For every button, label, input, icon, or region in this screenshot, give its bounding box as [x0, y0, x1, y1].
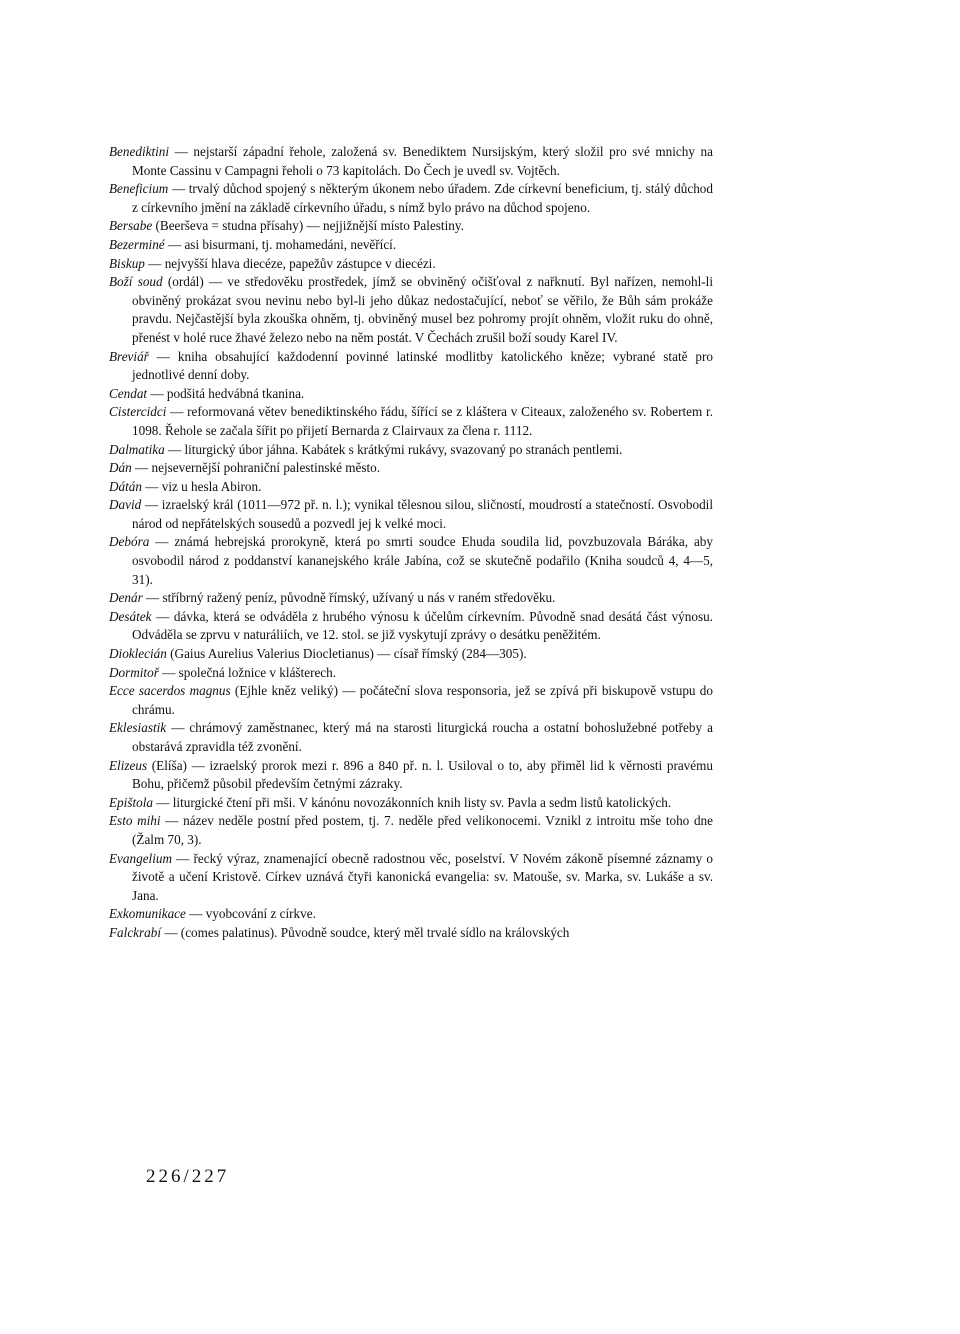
entry-term: Breviář [109, 348, 149, 364]
entry-text: (Ejhle kněz veliký) — počáteční slova responsoria, jež se zpívá při biskupově vstupu do chrámu. [132, 683, 713, 717]
glossary-entry [109, 273, 713, 347]
glossary-entry [109, 608, 713, 645]
entry-term: Boží soud [109, 274, 163, 290]
entry-text: — název neděle postní před postem, tj. 7. neděle před velikonocemi. Vznikl z introitu mše toho dne (Žalm 70, 3). [132, 813, 713, 847]
glossary-entry [109, 478, 713, 497]
glossary-entry [109, 794, 713, 813]
entry-text: — řecký výraz, znamenající obecně radostnou věc, poselství. V Novém zákoně písemné záznamy o životě a učení Kristově. Církev uznává čtyři kanonická evangelia: sv. Matouše, sv. Marka, sv. Lukáše a sv. Jana. [132, 850, 713, 903]
entry-term: Biskup [109, 255, 145, 271]
glossary-entry [109, 850, 713, 906]
entry-text: — trvalý důchod spojený s některým úkonem nebo úřadem. Zde církevní beneficium, tj. stálý důchod z církevního jmění na základě církevního úřadu, s nímž bylo právo na důchod spojeno. [132, 181, 713, 215]
entry-text: — liturgický úbor jáhna. Kabátek s krátkými rukávy, svazovaný po stranách pentlemi. [164, 441, 623, 457]
glossary-page [109, 143, 713, 943]
glossary-entry [109, 812, 713, 849]
entry-text: — nejsevernější pohraniční palestinské město. [131, 460, 381, 476]
entry-text: (ordál) — ve středověku prostředek, jímž se obviněný očišťoval z nařknutí. Byl nařízen, nemohl-li obviněný prokázat svou nevinu nebo byl-li jeho důkaz nedostačující, neboť se věřilo, že Bůh sám prokáže pravdu. Nejčastější byla zkouška ohněm, tj. obviněný musel bez pohromy projít ohněm, vložit ruku do ohně, přenést v holé ruce žhavé železo nebo na něm postát. V Čechách zrušil boží soudy Karel IV. [132, 274, 713, 345]
entry-text: (Elíša) — izraelský prorok mezi r. 896 a 840 př. n. l. Usiloval o to, aby přiměl lid k věrnosti pravému Bohu, přičemž působil především četnými zázraky. [132, 757, 713, 792]
entry-text: (Beerševa = studna přísahy) — nejjižnější místo Palestiny. [152, 218, 464, 234]
glossary-entry [109, 664, 713, 683]
glossary-entry [109, 441, 713, 460]
entry-term: Dán [109, 460, 132, 476]
entry-term: Ecce sacerdos magnus [109, 683, 231, 699]
entry-text: — reformovaná větev benediktinského řádu, šířící se z kláštera v Citeaux, založeného sv. Robertem r. 1098. Řehole se začala šířit po přijetí Bernarda z Clairvaux za člena r. 1112. [132, 404, 713, 438]
entry-text: — podšitá hedvábná tkanina. [147, 385, 305, 401]
glossary-entry [109, 180, 713, 217]
entry-text: — liturgické čtení při mši. V kánónu novozákonních knih listy sv. Pavla a sedm listů katolických. [152, 794, 672, 810]
entry-term: Exkomunikace [109, 906, 186, 922]
entry-text: — asi bisurmani, tj. mohamedáni, nevěřící. [164, 236, 397, 252]
entry-text: — známá hebrejská prorokyně, která po smrti soudce Ehuda soudila lid, povzbuzovala Báráka, aby osvobodil národ z poddanství kananejského krále Jabína, což se skutečně podařilo (Kniha soudců 4, 4—5, 31). [132, 534, 713, 587]
entry-text: — nejvyšší hlava diecéze, papežův zástupce v diecézi. [144, 255, 436, 271]
entry-term: Bezerminé [109, 236, 165, 252]
entry-term: Cistercidci [109, 404, 167, 420]
entry-term: Bersabe [109, 218, 153, 234]
glossary-entry [109, 348, 713, 385]
glossary-entry [109, 143, 713, 180]
glossary-entry [109, 589, 713, 608]
glossary-entry [109, 719, 713, 756]
entry-term: Beneficium [109, 181, 169, 197]
glossary-entry [109, 236, 713, 255]
entry-term: Debóra [109, 534, 150, 550]
glossary-entry [109, 924, 713, 943]
entry-term: Benediktini [109, 144, 170, 159]
entry-term: Evangelium [109, 850, 172, 866]
entry-term: Elizeus [109, 757, 148, 773]
entry-term: Dormitoř [109, 664, 159, 680]
entry-term: Desátek [109, 608, 152, 624]
glossary-entry [109, 645, 713, 664]
glossary-entry [109, 255, 713, 274]
entry-term: Dioklecián [109, 646, 167, 662]
entry-text: — chrámový zaměstnanec, který má na starosti liturgická roucha a ostatní bohoslužebné potřeby a obstarává zpravidla též zvonění. [132, 720, 713, 754]
entry-term: Dalmatika [109, 441, 165, 457]
entry-text: — izraelský král (1011—972 př. n. l.); vynikal tělesnou silou, sličností, moudrostí a statečností. Osvobodil národ od nepřátelských sousedů a pozvedl jej k velké moci. [132, 497, 713, 531]
entry-term: Esto mihi [109, 813, 161, 829]
entry-text: — nejstarší západní řehole, založená sv. Benediktem Nursijským, který složil pro své mnichy na Monte Cassinu v Campagni řeholi o 73 kapitolách. Do Čech je uvedl sv. Vojtěch. [132, 144, 713, 178]
entry-term: Denár [109, 590, 143, 606]
glossary-entry [109, 682, 713, 719]
entry-term: Epištola [109, 794, 153, 810]
entry-text: — kniha obsahující každodenní povinné latinské modlitby katolického kněze; vybrané statě pro jednotlivé denní doby. [132, 348, 713, 383]
entry-term: Eklesiastik [109, 720, 167, 736]
glossary-entry [109, 217, 713, 236]
entry-text: — dávka, která se odváděla z hrubého výnosu k účelům církevním. Původně snad desátá část výnosu. Odváděla se zprvu v naturáliích, ve 12. stol. se již vyskytují zprávy o desátku peněžitém. [132, 608, 713, 643]
entry-term: Falckrabí [109, 924, 162, 940]
entry-term: Dátán [109, 478, 142, 494]
glossary-entry [109, 496, 713, 533]
glossary-entry [109, 403, 713, 440]
entry-text: — společná ložnice v klášterech. [158, 664, 337, 680]
glossary-entry [109, 905, 713, 924]
glossary-entry [109, 533, 713, 589]
page-number: 226/227 [146, 1166, 230, 1187]
entry-text: — stříbrný ražený peníz, původně římský, užívaný u nás v raném středověku. [142, 590, 556, 606]
glossary-entry [109, 757, 713, 794]
glossary-entry [109, 459, 713, 478]
entry-text: (Gaius Aurelius Valerius Diocletianus) — císař římský (284—305). [166, 646, 527, 662]
entry-text: — viz u hesla Abiron. [141, 478, 262, 494]
entry-text: — vyobcování z církve. [185, 906, 316, 922]
entry-term: Cendat [109, 385, 148, 401]
entry-term: David [109, 497, 142, 513]
entry-text: — (comes palatinus). Původně soudce, který měl trvalé sídlo na královských [161, 924, 570, 940]
glossary-entry [109, 385, 713, 404]
